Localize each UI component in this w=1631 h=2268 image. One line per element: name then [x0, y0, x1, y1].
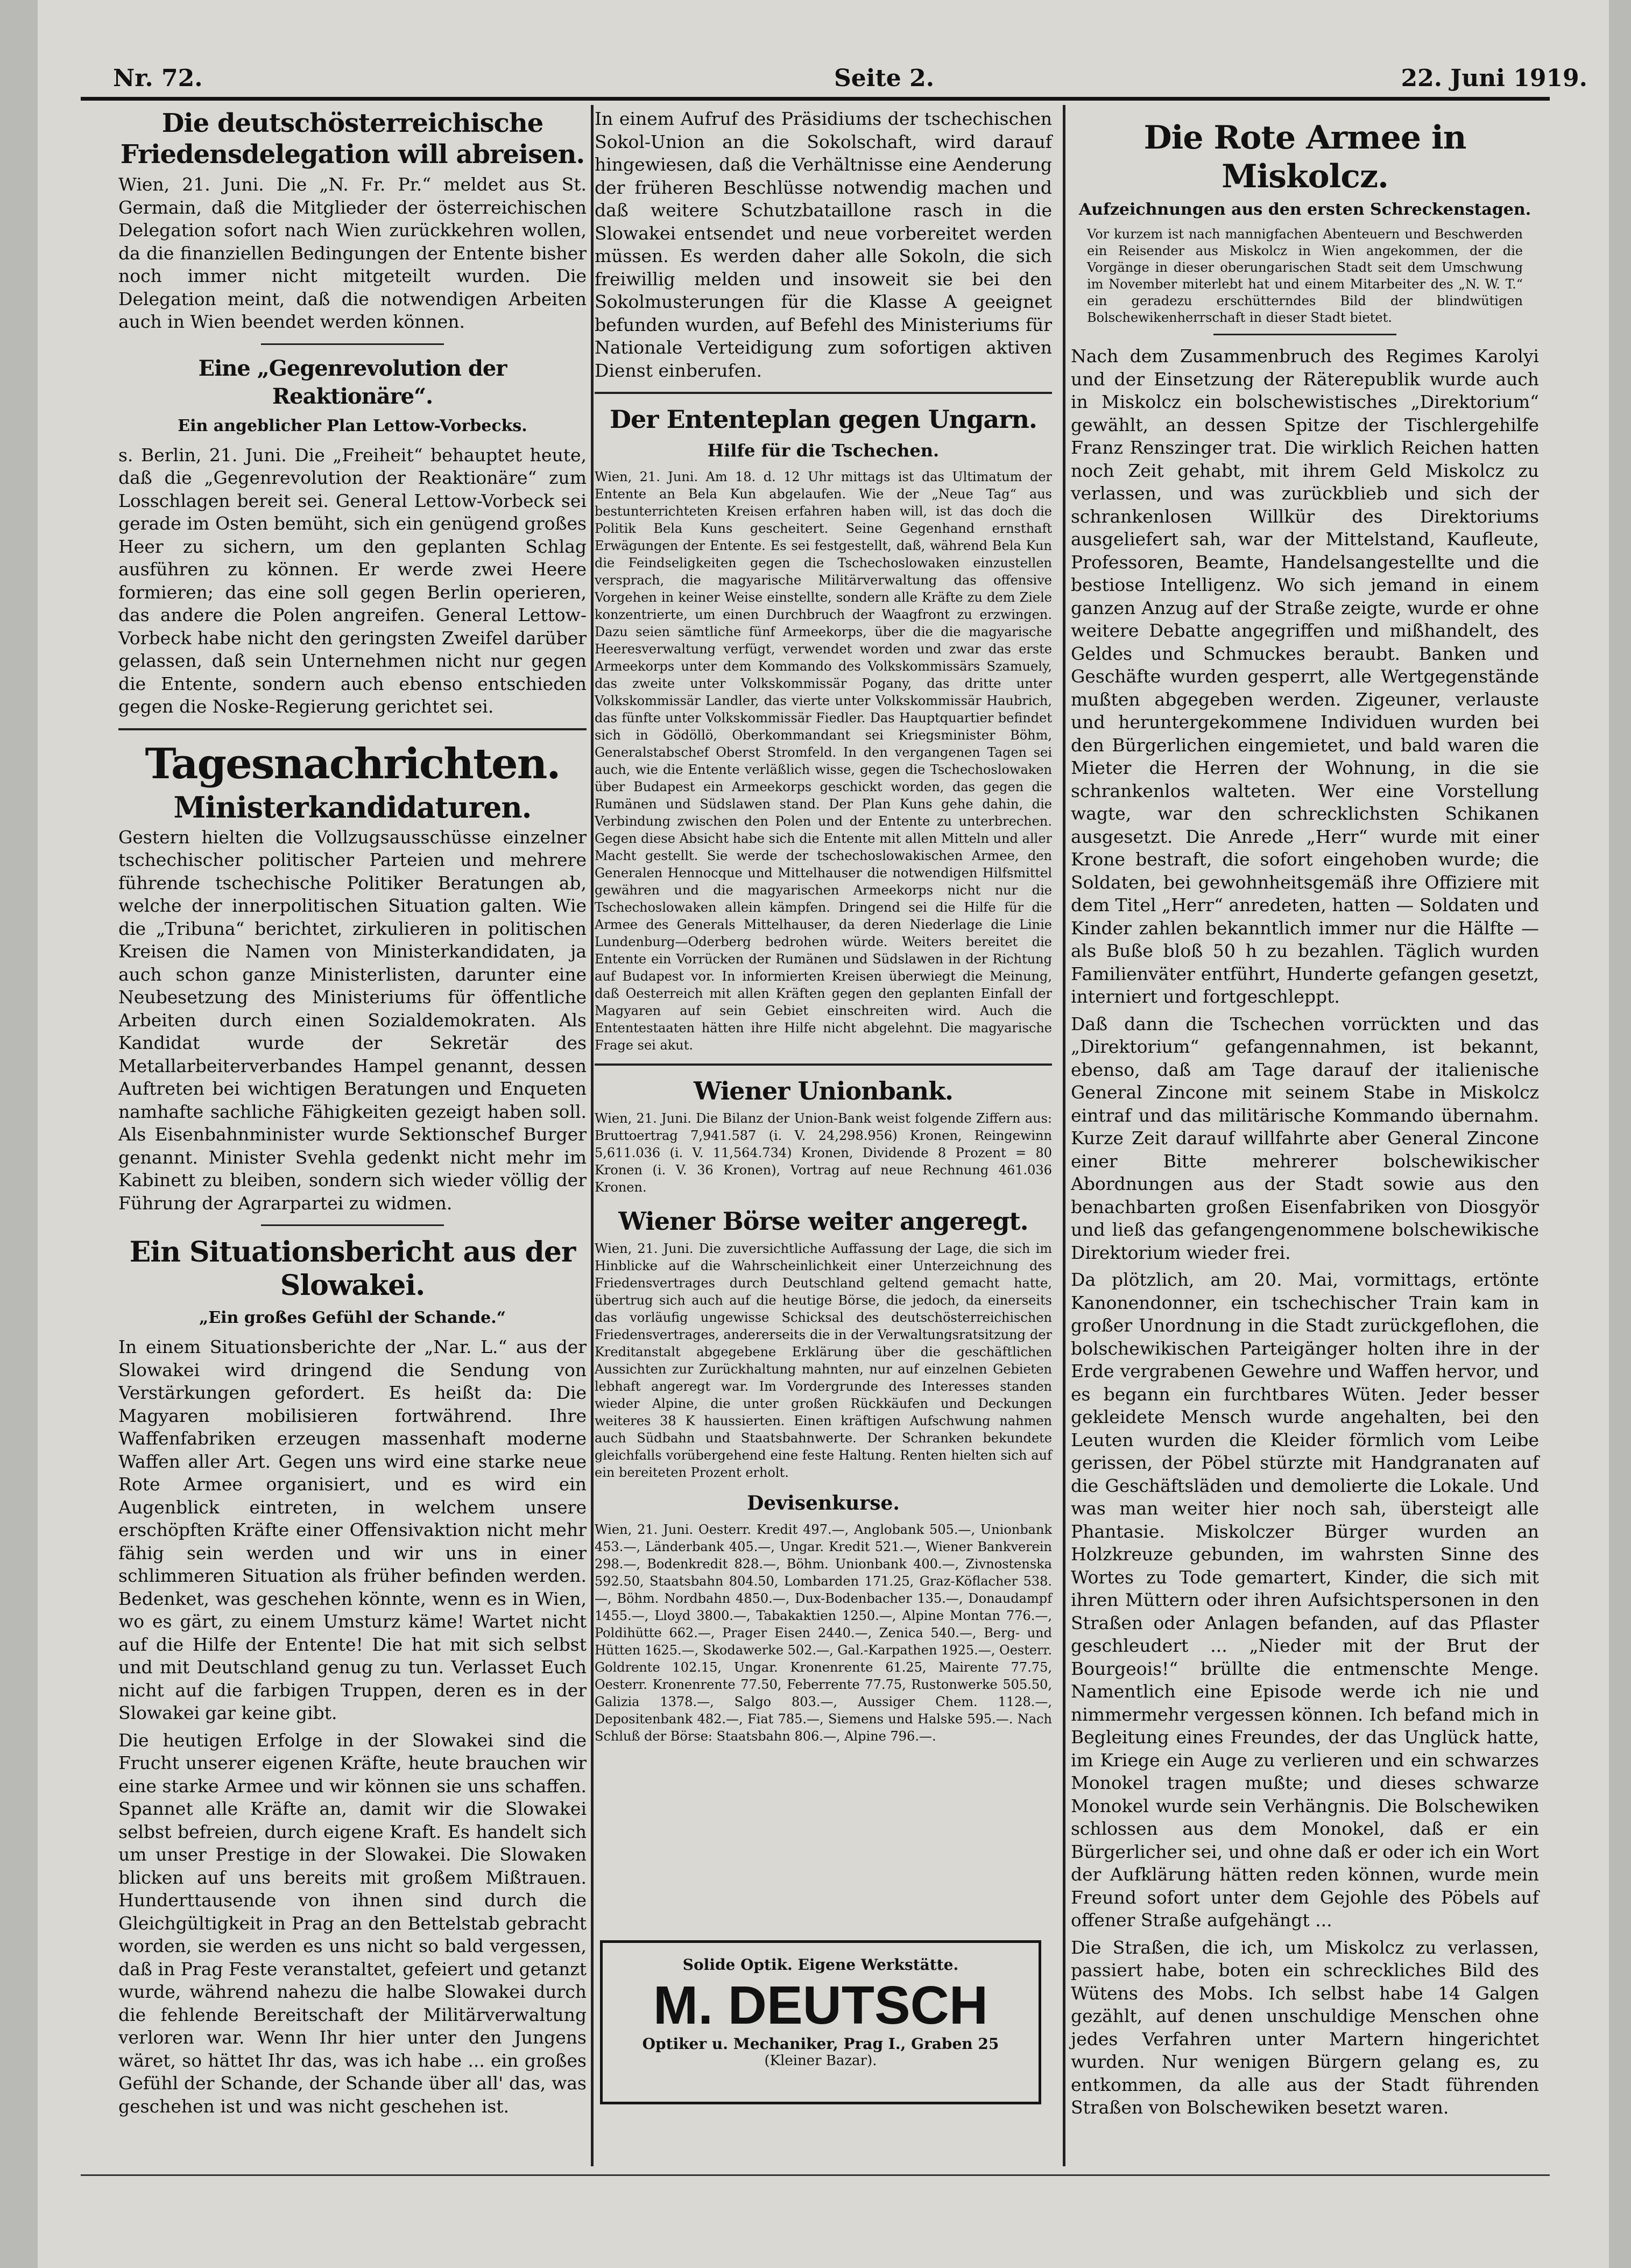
- article-boerse: [595, 1206, 1052, 1481]
- article-entente-plan: [595, 404, 1052, 1054]
- column-middle: [595, 108, 1052, 1755]
- article-body: Die heutigen Erfolge in der Slowakei sind die Frucht unserer eigenen Kräfte, heute brauchen wir eine starke Armee und wir können sie uns schaffen. Spannet alle Kräfte an, damit wir die Slowakei selbst befreien, durch eigene Kraft. Es handelt sich um unser Prestige in der Slowakei. Die Slowaken blicken auf uns bereits mit großem Mißtrauen. Hunderttausende von ihnen sind durch die Gleichgültigkeit in Prag an den Bettelstab gebracht worden, sie werden es uns nicht so bald vergessen, daß in Prag Feste veranstaltet, gefeiert und getanzt wurde, während nahezu die halbe Slowakei durch die fehlende Bereitschaft der Militärverwaltung verloren war. Wenn Ihr hier unter den Jungens wäret, so hättet Ihr das, was ich habe ... ein großes Gefühl der Schande, der Schande über all' das, was geschehen ist und was nicht geschehen ist.: [118, 1729, 587, 2117]
- article-devisenkurse: [595, 1491, 1052, 1745]
- article-body: Wien, 21. Juni. Am 18. d. 12 Uhr mittags ist das Ultimatum der Entente an Bela Kun abgelaufen. Wie der „Neue Tag“ aus bestunterrichteten Kreisen erfahren haben will, ist das doch die Politik Bela Kuns gescheitert. Seine Gegenhand ernsthaft Erwägungen der Entente. Es sei festgestellt, daß, während Bela Kun die Feindseligkeiten gegen die Tschechoslowaken einzustellen versprach, die magyarische Militärverwaltung das offensive Vorgehen in keiner Weise einstellte, sondern alle Kräfte zu dem Ziele konzentrierte, um einen Durchbruch der Waagfront zu erzwingen. Dazu seien sämtliche fünf Armeekorps, über die die magyarische Heeresverwaltung verfügt, verwendet worden und zwar das erste Armeekorps unter dem Kommando des Volkskommissärs Szamuely, das zweite unter Volkskommissär Pogany, das dritte unter Volkskommissär Landler, das vierte unter Volkskommissär Haubrich, das fünfte unter Volkskommissär Fiedler. Das Hauptquartier befindet sich in Gödöllö, Oberkommandant sei Kriegsminister Böhm, Generalstabschef Oberst Stromfeld. In den vergangenen Tagen sei auch, wie die Entente verläßlich wisse, gegen die Tschechoslowaken über Budapest ein Armeekorps geschickt worden, das gegen die Rumänen und Südslawen stand. Der Plan Kuns gehe dahin, die Verbindung zwischen den Polen und der Entente zu unterbrechen. Gegen diese Absicht habe sich die Entente mit allen Mitteln und aller Macht gestellt. Sie werde der tschechoslowakischen Armee, den Generalen Hennocque und Mittelhauser die notwendigen Hilfsmittel gewähren und die magyarischen Armeekorps nicht nur die Tschechoslowaken allein kämpfen. Dringend sei die Hilfe für die Armee des Generals Mittelhauser, da deren Niederlage die Linie Lundenburg—Oderberg bedrohen würde. Weiters bereitet die Entente ein Vorrücken der Rumänen und Südslawen in der Richtung auf Budapest vor. In informierten Kreisen überwiegt die Meinung, daß Oesterreich mit allen Kräften gegen den geplanten Einfall der Magyaren auf sein Gebiet einschreiten wird. Auch die Ententestaaten hätten ihre Hilfe nicht abgelehnt. Die magyarische Frage sei akut.: [595, 469, 1052, 1053]
- article-body: Da plötzlich, am 20. Mai, vormittags, ertönte Kanonendonner, ein tschechischer Train kam in großer Unordnung in die Stadt zurückgeflohen, die bolschewikischen Parteigänger holten ihre in der Erde vergrabenen Gewehre und Waffen hervor, und es begann ein furchtbares Wüten. Jeder besser gekleidete Mensch wurde angehalten, bei den Leuten wurden die Kleider förmlich vom Leibe gerissen, der Pöbel stürzte mit Handgranaten auf die Geschäftsläden und demolierte die Lokale. Und was man weiter hier noch sah, übersteigt alle Phantasie. Miskolczer Bürger wurden an Holzkreuze gebunden, im wahrsten Sinne des Wortes zu Tode gemartert, Kinder, die sich mit ihren Müttern oder ihren Aufsichtspersonen in den Straßen oder Anlagen befanden, auf das Pflaster geschleudert ... „Nieder mit der Brut der Bourgeois!“ brüllte die entmenschte Menge. Namentlich eine Episode werde ich nie und nimmermehr vergessen können. Ich befand mich in Begleitung eines Freundes, der das Unglück hatte, im Kriege ein Auge zu verlieren und ein schwarzes Monokel tragen mußte; und dieses schwarze Monokel wurde sein Verhängnis. Die Bolschewiken schlossen aus dem Monokel, daß er ein Bürgerlicher sei, und ohne daß er oder ich ein Wort der Aufklärung hätten reden können, wurde mein Freund sofort unter dem Gejohle des Pöbels auf offener Straße aufgehängt ...: [1071, 1269, 1539, 1931]
- headline: Wiener Börse weiter angeregt.: [618, 1207, 1028, 1236]
- column-divider: [1063, 105, 1065, 2166]
- headline: Eine „Gegenrevolution der Reaktionäre“.: [198, 355, 507, 409]
- column-right: [1071, 108, 1539, 2129]
- subheadline: Hilfe für die Tschechen.: [707, 440, 940, 461]
- divider: [1213, 334, 1396, 335]
- ad-address: Optiker u. Mechaniker, Prag I., Graben 25: [642, 2035, 999, 2053]
- article-body: Wien, 21. Juni. Die „N. Fr. Pr.“ meldet aus St. Germain, daß die Mitglieder der österreichischen Delegation sofort nach Wien zurückkehren wollen, da die finanziellen Bedingungen der Entente bisher noch immer nicht mitgeteilt wurden. Die Delegation meint, daß die notwendigen Arbeiten auch in Wien beendet werden können.: [118, 174, 587, 332]
- subheadline: „Ein großes Gefühl der Schande.“: [199, 1308, 506, 1327]
- article-slovakia: [118, 1236, 587, 2118]
- article-counterrevolution: [118, 355, 587, 719]
- ad-company-name: M. DEUTSCH: [653, 1975, 989, 2035]
- divider: [595, 392, 1052, 394]
- article-peace-delegation: [118, 108, 587, 334]
- article-body: In einem Situationsberichte der „Nar. L.“ aus der Slowakei wird dringend die Sendung von Verstärkungen gefordert. Es heißt da: Die Magyaren mobilisieren fortwährend. Ihre Waffenfabriken erzeugen massenhaft moderne Waffen aller Art. Gegen uns wird eine starke neue Rote Armee organisiert, und es wird ein Augenblick eintreten, in welchem unsere erschöpften Kräfte einer Offensivaktion nicht mehr fähig sein werden und wir uns in einer schlimmeren Situation als früher befinden werden. Bedenket, was geschehen könnte, wenn es in Wien, wo es gärt, zu einem Umsturz käme! Wartet nicht auf die Hilfe der Entente! Die hat mit sich selbst und mit Deutschland genug zu tun. Verlasset Euch nicht auf die farbigen Truppen, deren es in der Slowakei gar keine gibt.: [118, 1336, 587, 1723]
- issue-number: Nr. 72.: [113, 65, 203, 92]
- divider: [118, 728, 587, 730]
- article-tagesnachrichten: [118, 740, 587, 1215]
- footer-rule: [81, 2174, 1550, 2176]
- article-body: s. Berlin, 21. Juni. Die „Freiheit“ behauptet heute, daß die „Gegenrevolution der Reaktionäre“ zum Losschlagen bereit sei. General Lettow-Vorbeck sei gerade im Osten bemüht, sich ein genügend großes Heer zu sichern, um den geplanten Schlag ausführen zu können. Er werde zwei Heere formieren; das eine soll gegen Berlin operieren, das andere die Polen angreifen. General Lettow-Vorbeck habe nicht den geringsten Zweifel darüber gelassen, daß sein Unternehmen nicht nur gegen die Entente, sondern auch ebenso entschieden gegen die Noske-Regierung gerichtet sei.: [118, 444, 587, 717]
- headline: Wiener Unionbank.: [693, 1076, 953, 1105]
- subheadline: Aufzeichnungen aus den ersten Schreckenstagen.: [1078, 200, 1531, 219]
- divider: [261, 343, 444, 345]
- column-divider: [591, 105, 594, 2166]
- article-body: Wien, 21. Juni. Die zuversichtliche Auffassung der Lage, die sich im Hinblicke auf die Wahrscheinlichkeit einer Unterzeichnung des Friedensvertrages durch Deutschland geltend gemacht hatte, übertrug sich auch auf die heutige Börse, die jedoch, da einerseits das vorläufig ungewisse Schicksal des deutschösterreichischen Friedensvertrages, andererseits die in der Verwaltungsratsitzung der Kreditanstalt abgegebene Erklärung über die geschäftlichen Aussichten zur Zurückhaltung mahnten, nur auf einzelnen Gebieten lebhaft angeregt war. Im Vordergrunde des Interesses standen wieder Alpine, die unter großen Rückkäufen und Deckungen weiteres 38 K haussierten. Einen kräftigen Aufschwung nahmen auch Südbahn und Staatsbahnwerte. Der Schranken bekundete gleichfalls vorübergehend eine feste Haltung. Renten hielten sich auf ein bereiteten Prozent erholt.: [595, 1241, 1052, 1480]
- ad-location: (Kleiner Bazar).: [764, 2053, 877, 2069]
- article-unionbank: [595, 1075, 1052, 1196]
- column-left: [118, 108, 587, 2128]
- headline: Devisenkurse.: [747, 1492, 900, 1515]
- ad-tagline: Solide Optik. Eigene Werkstätte.: [682, 1956, 959, 1974]
- article-body: In einem Aufruf des Präsidiums der tschechischen Sokol-Union an die Sokolschaft, wird darauf hingewiesen, daß die Verhältnisse eine Aenderung der früheren Beschlüsse notwendig machen und daß weitere Schutzbataillone rasch in die Slowakei entsendet und neue vorbereitet werden müssen. Es werden daher alle Sokoln, die sich freiwillig melden und insoweit sie bei den Sokolmusterungen für die Klasse A geeignet befunden wurden, auf Befehl des Ministeriums für Nationale Verteidigung zum sofortigen aktiven Dienst einberufen.: [595, 108, 1052, 381]
- divider: [595, 1063, 1052, 1066]
- article-body: Die Straßen, die ich, um Miskolcz zu verlassen, passiert habe, boten ein schreckliches Bild des Wütens des Mobs. Ich selbst habe 14 Galgen gezählt, auf denen unschuldige Menschen ohne jedes Verfahren unter Martern hingerichtet wurden. Nur wenigen Bürgern gelang es, zu entkommen, da alle aus der Stadt führenden Straßen von Bolschewiken besetzt waren.: [1071, 1936, 1539, 2118]
- section-title: Tagesnachrichten.: [145, 739, 560, 788]
- article-body: Wien, 21. Juni. Oesterr. Kredit 497.—, Anglobank 505.—, Unionbank 453.—, Länderbank 405.—, Ungar. Kredit 521.—, Wiener Bankverein 298.—, Bodenkredit 828.—, Böhm. Unionbank 400.—, Zivnostenska 592.50, Staatsbahn 804.50, Lombarden 171.25, Graz-Köflacher 538.—, Böhm. Nordbahn 4850.—, Dux-Bodenbacher 135.—, Donaudampf 1455.—, Lloyd 3800.—, Tabakaktien 1250.—, Alpine Montan 776.—, Poldihütte 662.—, Prager Eisen 2440.—, Zenica 540.—, Berg- und Hütten 1625.—, Skodawerke 502.—, Gal.-Karpathen 1925.—, Oesterr. Goldrente 102.15, Ungar. Kronenrente 61.25, Mairente 77.75, Oesterr. Kronenrente 77.50, Feberrente 77.75, Rustonwerke 505.50, Galizia 1378.—, Salgo 803.—, Aussiger Chem. 1128.—, Depositenbank 482.—, Fiat 785.—, Siemens und Halske 595.—. Nach Schluß der Börse: Staatsbahn 806.—, Alpine 796.—.: [595, 1522, 1052, 1744]
- headline: Ministerkandidaturen.: [173, 790, 532, 825]
- headline: Die Rote Armee in Miskolcz.: [1143, 119, 1466, 195]
- divider: [261, 1224, 444, 1226]
- advertisement-deutsch: [600, 1940, 1041, 2104]
- headline: Die deutschösterreichische Friedensdelegation will abreisen.: [120, 108, 585, 170]
- subheadline: Ein angeblicher Plan Lettow-Vorbecks.: [178, 416, 527, 435]
- article-body: Daß dann die Tschechen vorrückten und das „Direktorium“ gefangennahmen, ist bekannt, ebenso, daß am Tage darauf der italienische General Zincone mit seinem Stabe in Miskolcz eintraf und das militärische Kommando übernahm. Kurze Zeit darauf willfahrte aber General Zincone einer Bitte mehrerer bolschewikischer Abordnungen aus der Stadt sowie aus den benachbarten großen Eisenfabriken von Diosgyör und ließ das gefangengenommene bolschewikische Direktorium wieder frei.: [1071, 1013, 1539, 1263]
- article-body: Wien, 21. Juni. Die Bilanz der Union-Bank weist folgende Ziffern aus: Bruttoertrag 7,941.587 (i. V. 24,298.956) Kronen, Reingewinn 5,611.036 (i. V. 11,564.734) Kronen, Dividende 8 Prozent = 80 Kronen (i. V. 36 Kronen), Vortrag auf neue Rechnung 461.036 Kronen.: [595, 1111, 1052, 1195]
- article-body: Nach dem Zusammenbruch des Regimes Karolyi und der Einsetzung der Räterepublik wurde auch in Miskolcz ein bolschewistisches „Direktorium“ gewählt, an dessen Spitze der Tischlergehilfe Franz Renszinger trat. Die wirklich Reichen hatten noch Zeit gehabt, mit ihrem Geld Miskolcz zu verlassen, und was zurückblieb und sich der schrankenlosen Willkür des Direktoriums ausgeliefert sah, war der Mittelstand, Kaufleute, Professoren, Beamte, Handelsangestellte und die bestiose Intelligenz. Wo sich jemand in einem ganzen Anzug auf der Straße zeigte, wurde er ohne weitere Debatte angegriffen und mißhandelt, des Geldes und Schmuckes beraubt. Banken und Geschäfte wurden gesperrt, alle Wertgegenstände mußten abgegeben werden. Zigeuner, verlauste und heruntergekommene Individuen wurden bei den Bürgerlichen eingemietet, und bald waren die Mieter die Herren der Wohnung, in die sie schrankenlos walteten. Wer eine Vorstellung wagte, war den schrecklichsten Schikanen ausgesetzt. Die Anrede „Herr“ wurde mit einer Krone bestraft, die sofort eingehoben wurde; die Soldaten, bei gewohnheitsgemäß ihre Offiziere mit dem Titel „Herr“ anredeten, hatten — Soldaten und Kinder zahlen bekanntlich immer nur die Hälfte — als Buße bloß 50 h zu bezahlen. Täglich wurden Familienväter entführt, Hunderte gefangen gesetzt, interniert und fortgeschleppt.: [1071, 346, 1539, 1007]
- page-number: Seite 2.: [834, 65, 935, 92]
- header-rule: [81, 97, 1550, 101]
- article-lead: Vor kurzem ist nach mannigfachen Abenteuern und Beschwerden ein Reisender aus Miskolcz in Wien angekommen, der die Vorgänge in dieser oberungarischen Stadt seit dem Umschwung im November miterlebt hat und einem Mitarbeiter des „N. W. T.“ ein geradezu erschütterndes Bild der blindwütigen Bolschewikenherrschaft in dieser Stadt bietet.: [1087, 227, 1523, 325]
- issue-date: 22. Juni 1919.: [1401, 65, 1587, 92]
- headline: Ein Situationsbericht aus der Slowakei.: [129, 1236, 576, 1302]
- article-sokol: [595, 108, 1052, 382]
- article-body: Gestern hielten die Vollzugsausschüsse einzelner tschechischer politischer Parteien und mehrere führende tschechische Politiker Beratungen ab, welche der innerpolitischen Situation galten. Wie die „Tribuna“ berichtet, zirkulieren in politischen Kreisen die Namen von Ministerkandidaten, ja auch schon ganze Ministerlisten, darunter eine Neubesetzung des Ministeriums für öffentliche Arbeiten durch einen Sozialdemokraten. Als Kandidat wurde der Sekretär des Metallarbeiterverbandes Hampel genannt, dessen Auftreten bei wichtigen Beratungen und Enqueten namhafte sachliche Fähigkeiten gezeigt haben soll. Als Eisenbahnminister wurde Sektionschef Burger genannt. Minister Svehla gedenkt nicht mehr im Kabinett zu bleiben, sondern sich wieder völlig der Führung der Agrarpartei zu widmen.: [118, 826, 587, 1214]
- article-red-army-miskolcz: [1071, 118, 1539, 2119]
- page-header: [113, 59, 1587, 102]
- headline: Der Ententeplan gegen Ungarn.: [610, 405, 1037, 434]
